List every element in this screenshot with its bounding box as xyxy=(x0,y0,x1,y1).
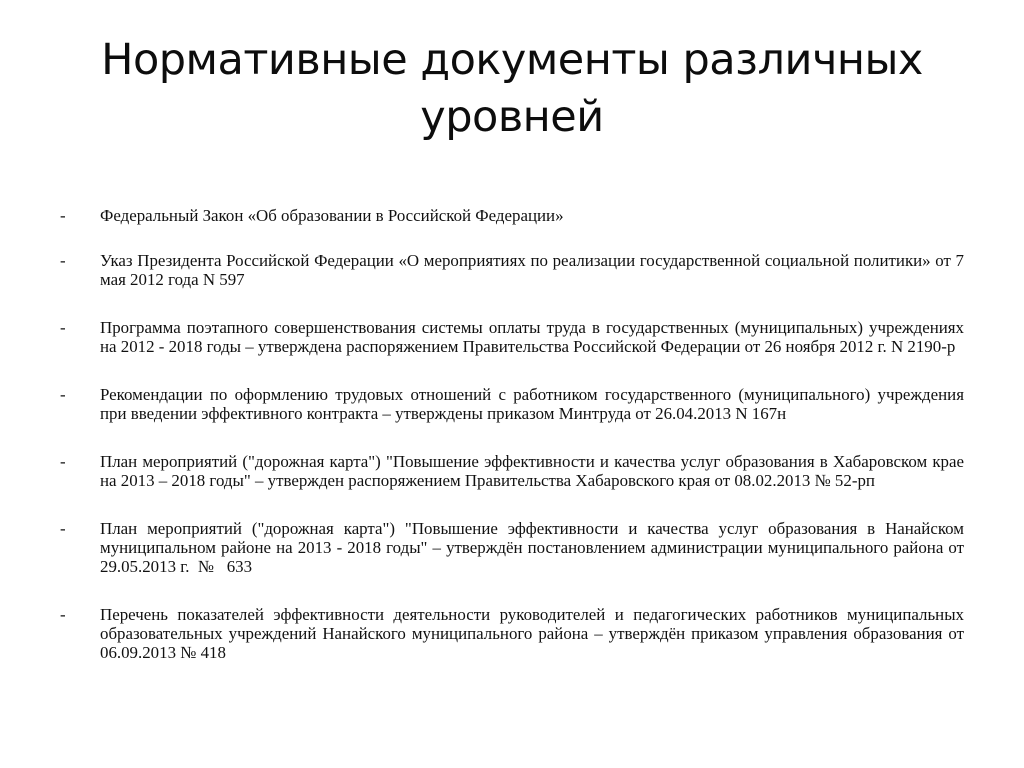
list-bullet: - xyxy=(60,519,66,538)
list-item-nanai-roadmap xyxy=(60,519,977,576)
list-bullet: - xyxy=(60,452,66,471)
list-item-presidential-decree xyxy=(60,251,964,289)
list-bullet: - xyxy=(60,605,66,624)
list-item-text: Указ Президента Российской Федерации «О мероприятиях по реализации государственной социальной политики» от 7 мая 2012 года N 597 xyxy=(100,251,964,289)
list-bullet: - xyxy=(60,318,66,337)
list-item-federal-law xyxy=(60,206,964,225)
slide-title-line-1: Нормативные документы различных xyxy=(101,35,923,85)
list-item-text: Программа поэтапного совершенствования системы оплаты труда в государственных (муниципальных) учреждениях на 2012 - 2018 годы – утверждена распоряжением Правительства Российской Федерации от 26 ноября 2012 г. N 2190-р xyxy=(100,318,964,356)
list-item-text: План мероприятий ("дорожная карта") "Повышение эффективности и качества услуг образования в Нанайском муниципальном районе на 2013 - 2018 годы" – утверждён постановлением администрации муниципального района от 29.05.2013 г. № 633 xyxy=(100,519,977,576)
list-item-text: Перечень показателей эффективности деятельности руководителей и педагогических работников муниципальных образовательных учреждений Нанайского муниципального района – утверждён приказом управления образования от 06.09.2013 № 418 xyxy=(100,605,964,662)
list-item-text: Федеральный Закон «Об образовании в Российской Федерации» xyxy=(100,206,564,225)
list-item-employment-recommendations xyxy=(60,385,964,423)
list-bullet: - xyxy=(60,385,66,404)
slide-title-line-2: уровней xyxy=(420,92,604,142)
list-bullet: - xyxy=(60,206,66,225)
list-item-performance-indicators xyxy=(60,605,964,662)
document-list xyxy=(60,206,977,662)
list-item-text: Рекомендации по оформлению трудовых отношений с работником государственного (муниципального) учреждения при введении эффективного контракта – утверждены приказом Минтруда от 26.04.2013 N 167н xyxy=(100,385,964,423)
list-item-khabarovsk-roadmap xyxy=(60,452,964,490)
list-item-text: План мероприятий ("дорожная карта") "Повышение эффективности и качества услуг образования в Хабаровском крае на 2013 – 2018 годы" – утвержден распоряжением Правительства Хабаровского края от 08.02.2013 № 52-рп xyxy=(100,452,964,490)
list-bullet: - xyxy=(60,251,66,270)
list-item-pay-program xyxy=(60,318,964,356)
slide-title xyxy=(40,32,984,146)
